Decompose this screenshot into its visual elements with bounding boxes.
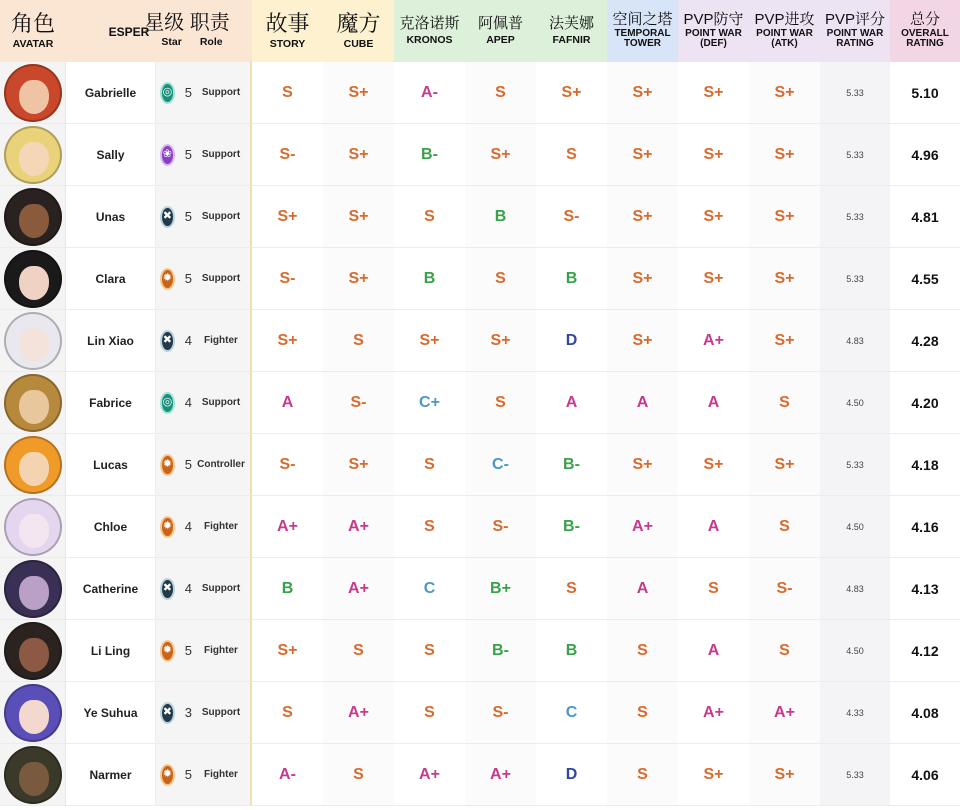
header-star-en: Star: [161, 36, 182, 49]
header-pvp-def-zh: PVP防守: [683, 11, 744, 29]
grade-kronos: C: [394, 558, 465, 620]
element-icon-cell: [156, 434, 192, 496]
grade-kronos: B-: [394, 124, 465, 186]
grade-cube: S+: [323, 62, 394, 124]
avatar-face: [19, 390, 49, 424]
role-label: Support: [192, 62, 252, 124]
esper-name: Gabrielle: [66, 62, 156, 124]
cross-swords-icon: ✖: [162, 704, 173, 722]
overall-rating-value: 4.81: [890, 186, 960, 248]
pvp-rating-value: 4.83: [820, 558, 890, 620]
grade-tower: S+: [607, 62, 678, 124]
grade-cube: S: [323, 620, 394, 682]
grade-story: A: [252, 372, 323, 434]
role-label: Support: [192, 124, 252, 186]
grade-pvp-def: S+: [678, 124, 749, 186]
element-icon-cell: [156, 186, 192, 248]
grade-story: B: [252, 558, 323, 620]
header-fafnir-zh: 法芙娜: [548, 15, 594, 33]
grade-pvp-def: A: [678, 372, 749, 434]
cross-swords-icon: ✖: [162, 332, 173, 350]
grade-fafnir: S-: [536, 186, 607, 248]
header-avatar-en: AVATAR: [12, 37, 54, 50]
header-overall-zh: 总分: [909, 11, 940, 29]
avatar-face: [19, 266, 49, 300]
avatar-cell: [0, 558, 66, 620]
pvp-rating-value: 5.33: [820, 744, 890, 806]
avatar-cell: [0, 682, 66, 744]
esper-name: Lucas: [66, 434, 156, 496]
pvp-rating-value: 5.33: [820, 248, 890, 310]
grade-pvp-def: S+: [678, 434, 749, 496]
avatar-cell: [0, 186, 66, 248]
pvp-rating-value: 5.33: [820, 124, 890, 186]
grade-story: S-: [252, 124, 323, 186]
grade-fafnir: B: [536, 248, 607, 310]
header-pvp-atk-zh: PVP进攻: [754, 11, 815, 29]
header-fafnir: [536, 0, 607, 62]
avatar: [4, 64, 62, 122]
avatar-cell: [0, 124, 66, 186]
header-pvp-atk-en: POINT WAR (ATK): [756, 27, 813, 50]
header-overall: [890, 0, 960, 62]
grade-tower: A: [607, 558, 678, 620]
overall-rating-value: 4.96: [890, 124, 960, 186]
avatar-face: [19, 700, 49, 734]
header-kronos: [394, 0, 465, 62]
avatar-cell: [0, 310, 66, 372]
element-icon-cell: [156, 620, 192, 682]
esper-name: Catherine: [66, 558, 156, 620]
avatar-cell: [0, 744, 66, 806]
pvp-rating-value: 4.33: [820, 682, 890, 744]
header-pvp-def: [678, 0, 749, 62]
header-apep-en: APEP: [486, 33, 515, 46]
cross-swords-icon: ✖: [162, 580, 173, 598]
avatar-face: [19, 142, 49, 176]
grade-pvp-atk: S+: [749, 248, 820, 310]
grade-pvp-def: S+: [678, 62, 749, 124]
grade-kronos: S: [394, 434, 465, 496]
pvp-rating-value: 5.33: [820, 186, 890, 248]
overall-rating-value: 4.06: [890, 744, 960, 806]
grade-story: S+: [252, 186, 323, 248]
grade-apep: S: [465, 248, 536, 310]
header-story-zh: 故事: [265, 11, 310, 37]
grade-cube: S+: [323, 434, 394, 496]
header-overall-en: OVERALL RATING: [901, 27, 949, 50]
header-tower-en: TEMPORAL TOWER: [614, 27, 671, 50]
grade-fafnir: B: [536, 620, 607, 682]
grade-cube: A+: [323, 682, 394, 744]
star-count: 5: [184, 147, 192, 162]
grade-kronos: A-: [394, 62, 465, 124]
avatar: [4, 126, 62, 184]
header-cube-zh: 魔方: [336, 11, 381, 37]
teal-swirl-icon: ◎: [162, 84, 173, 102]
grade-story: S: [252, 62, 323, 124]
overall-rating-value: 4.08: [890, 682, 960, 744]
avatar-cell: [0, 496, 66, 558]
esper-name: Sally: [66, 124, 156, 186]
grade-pvp-atk: S+: [749, 744, 820, 806]
element-icon-cell: [156, 744, 192, 806]
grade-pvp-atk: S+: [749, 124, 820, 186]
pvp-rating-value: 4.50: [820, 372, 890, 434]
grade-apep: S: [465, 62, 536, 124]
element-icon-cell: [156, 248, 192, 310]
grade-tower: S: [607, 682, 678, 744]
overall-rating-value: 4.13: [890, 558, 960, 620]
avatar-face: [19, 80, 49, 114]
grade-pvp-def: A+: [678, 310, 749, 372]
grade-fafnir: B-: [536, 496, 607, 558]
grade-pvp-atk: S: [749, 372, 820, 434]
sun-gear-icon: ✹: [162, 642, 173, 660]
sun-gear-icon: ✹: [162, 456, 173, 474]
grade-fafnir: B-: [536, 434, 607, 496]
grade-story: A-: [252, 744, 323, 806]
header-esper-en: ESPER: [108, 25, 150, 40]
avatar-face: [19, 762, 49, 796]
grade-pvp-atk: S+: [749, 62, 820, 124]
star-count: 5: [184, 271, 192, 286]
grade-cube: S: [323, 310, 394, 372]
pvp-rating-value: 4.50: [820, 496, 890, 558]
grade-apep: S-: [465, 496, 536, 558]
overall-rating-value: 4.20: [890, 372, 960, 434]
esper-name: Fabrice: [66, 372, 156, 434]
element-icon-cell: [156, 372, 192, 434]
sun-gear-icon: ✹: [162, 270, 173, 288]
header-star-role-zh: 星级 职责: [144, 12, 230, 35]
grade-pvp-def: S+: [678, 744, 749, 806]
star-count: 3: [184, 705, 192, 720]
role-label: Fighter: [192, 496, 252, 558]
header-avatar-zh: 角色: [10, 11, 55, 37]
element-icon-cell: [156, 124, 192, 186]
esper-name: Lin Xiao: [66, 310, 156, 372]
grade-apep: B+: [465, 558, 536, 620]
teal-swirl-icon: ◎: [162, 394, 173, 412]
grade-tower: A: [607, 372, 678, 434]
header-pvp-def-en: POINT WAR (DEF): [685, 27, 742, 50]
header-story: [252, 0, 323, 62]
overall-rating-value: 4.55: [890, 248, 960, 310]
grade-kronos: S+: [394, 310, 465, 372]
pvp-rating-value: 5.33: [820, 434, 890, 496]
grade-pvp-def: A: [678, 620, 749, 682]
element-icon-cell: [156, 310, 192, 372]
esper-name: Chloe: [66, 496, 156, 558]
grade-pvp-def: S: [678, 558, 749, 620]
avatar: [4, 436, 62, 494]
esper-name: Narmer: [66, 744, 156, 806]
role-label: Support: [192, 248, 252, 310]
star-count: 4: [184, 519, 192, 534]
grade-kronos: S: [394, 620, 465, 682]
header-star-role: [144, 0, 252, 62]
header-apep: [465, 0, 536, 62]
grade-fafnir: A: [536, 372, 607, 434]
avatar: [4, 746, 62, 804]
overall-rating-value: 4.18: [890, 434, 960, 496]
avatar-face: [19, 452, 49, 486]
grade-apep: S+: [465, 124, 536, 186]
avatar-cell: [0, 620, 66, 682]
grade-story: S+: [252, 620, 323, 682]
grade-story: S-: [252, 248, 323, 310]
grade-tower: S: [607, 744, 678, 806]
grade-tower: S+: [607, 434, 678, 496]
grade-kronos: S: [394, 186, 465, 248]
grade-apep: C-: [465, 434, 536, 496]
star-count: 5: [184, 457, 192, 472]
grade-tower: S+: [607, 248, 678, 310]
grade-pvp-def: A+: [678, 682, 749, 744]
role-label: Support: [192, 372, 252, 434]
header-pvp-rating: [820, 0, 890, 62]
avatar-face: [19, 514, 49, 548]
overall-rating-value: 4.12: [890, 620, 960, 682]
element-icon-cell: [156, 496, 192, 558]
role-label: Support: [192, 186, 252, 248]
grade-cube: S-: [323, 372, 394, 434]
esper-name: Unas: [66, 186, 156, 248]
grade-apep: B: [465, 186, 536, 248]
header-pvp-rating-en: POINT WAR RATING: [826, 27, 884, 50]
avatar-face: [19, 204, 49, 238]
grade-fafnir: S: [536, 558, 607, 620]
header-pvp-atk: [749, 0, 820, 62]
grade-pvp-def: A: [678, 496, 749, 558]
cross-swords-icon: ✖: [162, 208, 173, 226]
header-pvp-rating-zh: PVP评分: [824, 11, 885, 29]
grade-kronos: S: [394, 496, 465, 558]
esper-name: Ye Suhua: [66, 682, 156, 744]
role-label: Fighter: [192, 310, 252, 372]
grade-cube: A+: [323, 496, 394, 558]
avatar-cell: [0, 248, 66, 310]
avatar-face: [19, 576, 49, 610]
grade-pvp-atk: S: [749, 496, 820, 558]
header-cube-en: CUBE: [343, 37, 374, 50]
grade-tower: S+: [607, 124, 678, 186]
grade-fafnir: D: [536, 744, 607, 806]
avatar: [4, 622, 62, 680]
star-count: 4: [184, 395, 192, 410]
star-count: 4: [184, 581, 192, 596]
sun-gear-icon: ✹: [162, 518, 173, 536]
grade-apep: A+: [465, 744, 536, 806]
star-count: 5: [184, 767, 192, 782]
star-count: 5: [184, 85, 192, 100]
header-star-role-en: [161, 37, 222, 48]
grade-fafnir: S+: [536, 62, 607, 124]
role-label: Support: [192, 558, 252, 620]
grade-cube: S+: [323, 124, 394, 186]
avatar: [4, 312, 62, 370]
grade-fafnir: S: [536, 124, 607, 186]
avatar-cell: [0, 434, 66, 496]
grade-pvp-atk: S: [749, 620, 820, 682]
grade-tower: S: [607, 620, 678, 682]
grade-cube: A+: [323, 558, 394, 620]
grade-story: S+: [252, 310, 323, 372]
grade-kronos: B: [394, 248, 465, 310]
role-label: Fighter: [192, 744, 252, 806]
avatar: [4, 374, 62, 432]
purple-flame-icon: ❀: [162, 146, 173, 164]
esper-name: Li Ling: [66, 620, 156, 682]
overall-rating-value: 4.16: [890, 496, 960, 558]
sun-gear-icon: ✹: [162, 766, 173, 784]
element-icon-cell: [156, 682, 192, 744]
grade-tower: A+: [607, 496, 678, 558]
pvp-rating-value: 4.50: [820, 620, 890, 682]
header-tower-zh: 空间之塔: [612, 11, 673, 29]
grade-apep: S+: [465, 310, 536, 372]
overall-rating-value: 5.10: [890, 62, 960, 124]
avatar-cell: [0, 62, 66, 124]
grade-pvp-def: S+: [678, 186, 749, 248]
role-label: Controller: [192, 434, 252, 496]
grade-kronos: S: [394, 682, 465, 744]
grade-cube: S+: [323, 186, 394, 248]
grade-story: S-: [252, 434, 323, 496]
header-tower: [607, 0, 678, 62]
header-apep-zh: 阿佩普: [477, 15, 523, 33]
avatar: [4, 498, 62, 556]
avatar: [4, 250, 62, 308]
grade-pvp-atk: S+: [749, 434, 820, 496]
avatar: [4, 188, 62, 246]
grade-pvp-atk: A+: [749, 682, 820, 744]
grade-pvp-atk: S-: [749, 558, 820, 620]
avatar-face: [19, 638, 49, 672]
grade-tower: S+: [607, 310, 678, 372]
header-fafnir-en: FAFNIR: [552, 33, 591, 46]
grade-kronos: C+: [394, 372, 465, 434]
pvp-rating-value: 5.33: [820, 62, 890, 124]
header-avatar: [0, 0, 66, 62]
grade-kronos: A+: [394, 744, 465, 806]
avatar: [4, 684, 62, 742]
grade-apep: B-: [465, 620, 536, 682]
grade-tower: S+: [607, 186, 678, 248]
grade-apep: S: [465, 372, 536, 434]
overall-rating-value: 4.28: [890, 310, 960, 372]
element-icon-cell: [156, 62, 192, 124]
avatar: [4, 560, 62, 618]
esper-name: Clara: [66, 248, 156, 310]
role-label: Fighter: [192, 620, 252, 682]
element-icon-cell: [156, 558, 192, 620]
header-kronos-zh: 克洛诺斯: [399, 15, 460, 33]
grade-pvp-def: S+: [678, 248, 749, 310]
star-count: 5: [184, 643, 192, 658]
header-story-en: STORY: [269, 37, 306, 50]
header-role-en: Role: [199, 36, 223, 49]
grade-pvp-atk: S+: [749, 310, 820, 372]
grade-cube: S: [323, 744, 394, 806]
avatar-cell: [0, 372, 66, 434]
star-count: 4: [184, 333, 192, 348]
star-count: 5: [184, 209, 192, 224]
grade-story: S: [252, 682, 323, 744]
role-label: Support: [192, 682, 252, 744]
grade-fafnir: D: [536, 310, 607, 372]
grade-cube: S+: [323, 248, 394, 310]
grade-apep: S-: [465, 682, 536, 744]
pvp-rating-value: 4.83: [820, 310, 890, 372]
header-cube: [323, 0, 394, 62]
avatar-face: [19, 328, 49, 362]
grade-story: A+: [252, 496, 323, 558]
grade-fafnir: C: [536, 682, 607, 744]
grade-pvp-atk: S+: [749, 186, 820, 248]
header-kronos-en: KRONOS: [406, 33, 453, 46]
